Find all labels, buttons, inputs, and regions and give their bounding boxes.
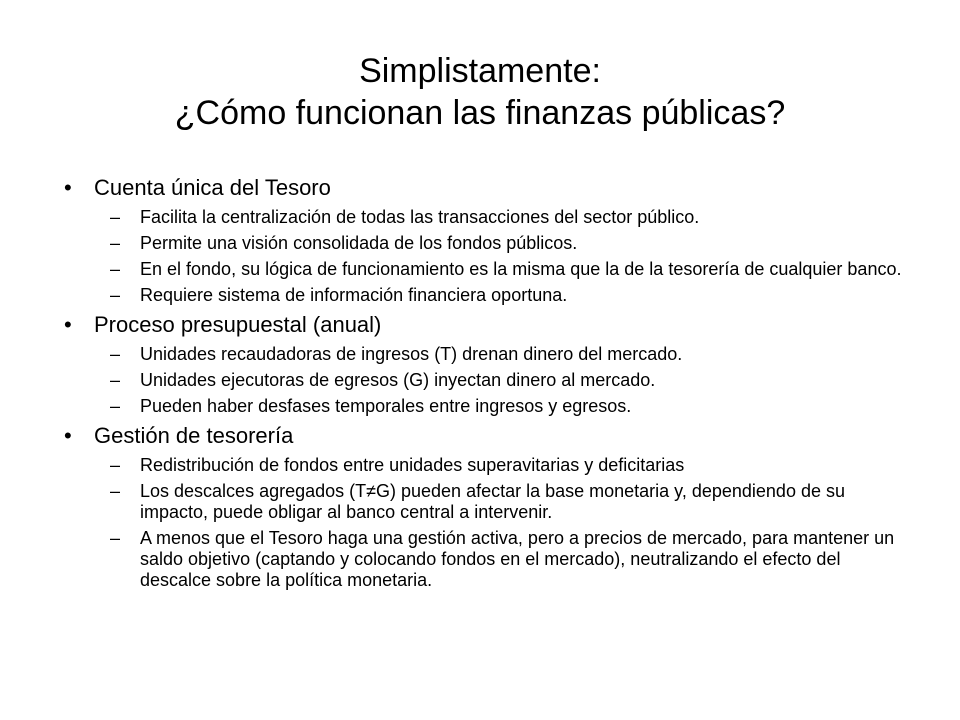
- sub-item: [96, 207, 910, 228]
- dash-mark: –: [110, 528, 121, 548]
- sub-item: [96, 344, 910, 365]
- bullet-gestion-tesoreria: [64, 422, 924, 450]
- sub-item: [96, 233, 910, 254]
- sub-item: [96, 396, 910, 417]
- bullet-heading: Proceso presupuestal (anual): [94, 312, 382, 337]
- sub-item-text: En el fondo, su lógica de funcionamiento es la misma que la de la tesorería de cualquier banco.: [140, 259, 902, 279]
- slide-content: [64, 170, 924, 596]
- sub-list-proceso-presupuestal: [64, 344, 924, 417]
- dash-mark: –: [110, 285, 121, 305]
- sub-item: [96, 528, 910, 591]
- dash-mark: –: [110, 233, 121, 253]
- dash-mark: –: [110, 396, 121, 416]
- bullet-mark: •: [64, 175, 72, 200]
- sub-item-text: Unidades ejecutoras de egresos (G) inyectan dinero al mercado.: [140, 370, 656, 390]
- sub-item: [96, 259, 910, 280]
- dash-mark: –: [110, 344, 121, 364]
- bullet-cuenta-unica: [64, 174, 924, 202]
- dash-mark: –: [110, 455, 121, 475]
- sub-item: [96, 370, 910, 391]
- sub-item: [96, 455, 910, 476]
- bullet-mark: •: [64, 423, 72, 448]
- bullet-proceso-presupuestal: [64, 311, 924, 339]
- dash-mark: –: [110, 259, 121, 279]
- sub-item: [96, 481, 910, 523]
- dash-mark: –: [110, 370, 121, 390]
- sub-list-gestion-tesoreria: [64, 455, 924, 591]
- sub-item-text: A menos que el Tesoro haga una gestión activa, pero a precios de mercado, para mantener un saldo objetivo (captando y colocando fondos en el mercado), neutralizando el efecto del descalce sobre la política monetaria.: [140, 528, 895, 590]
- sub-item-text: Pueden haber desfases temporales entre ingresos y egresos.: [140, 396, 632, 416]
- bullet-heading: Gestión de tesorería: [94, 423, 294, 448]
- title-line-2: ¿Cómo funcionan las finanzas públicas?: [174, 94, 786, 132]
- sub-item-text: Facilita la centralización de todas las transacciones del sector público.: [140, 207, 700, 227]
- dash-mark: –: [110, 207, 121, 227]
- sub-item-text: Los descalces agregados (T≠G) pueden afectar la base monetaria y, dependiendo de su impacto, puede obligar al banco central a intervenir.: [140, 481, 845, 522]
- dash-mark: –: [110, 481, 121, 501]
- sub-item-text: Unidades recaudadoras de ingresos (T) drenan dinero del mercado.: [140, 344, 683, 364]
- sub-item-text: Redistribución de fondos entre unidades superavitarias y deficitarias: [140, 455, 685, 475]
- sub-item: [96, 285, 910, 306]
- sub-item-text: Requiere sistema de información financiera oportuna.: [140, 285, 568, 305]
- sub-list-cuenta-unica: [64, 207, 924, 306]
- slide-title: [60, 50, 900, 134]
- sub-item-text: Permite una visión consolidada de los fondos públicos.: [140, 233, 578, 253]
- title-line-1: Simplistamente:: [359, 52, 601, 90]
- bullet-mark: •: [64, 312, 72, 337]
- bullet-heading: Cuenta única del Tesoro: [94, 175, 331, 200]
